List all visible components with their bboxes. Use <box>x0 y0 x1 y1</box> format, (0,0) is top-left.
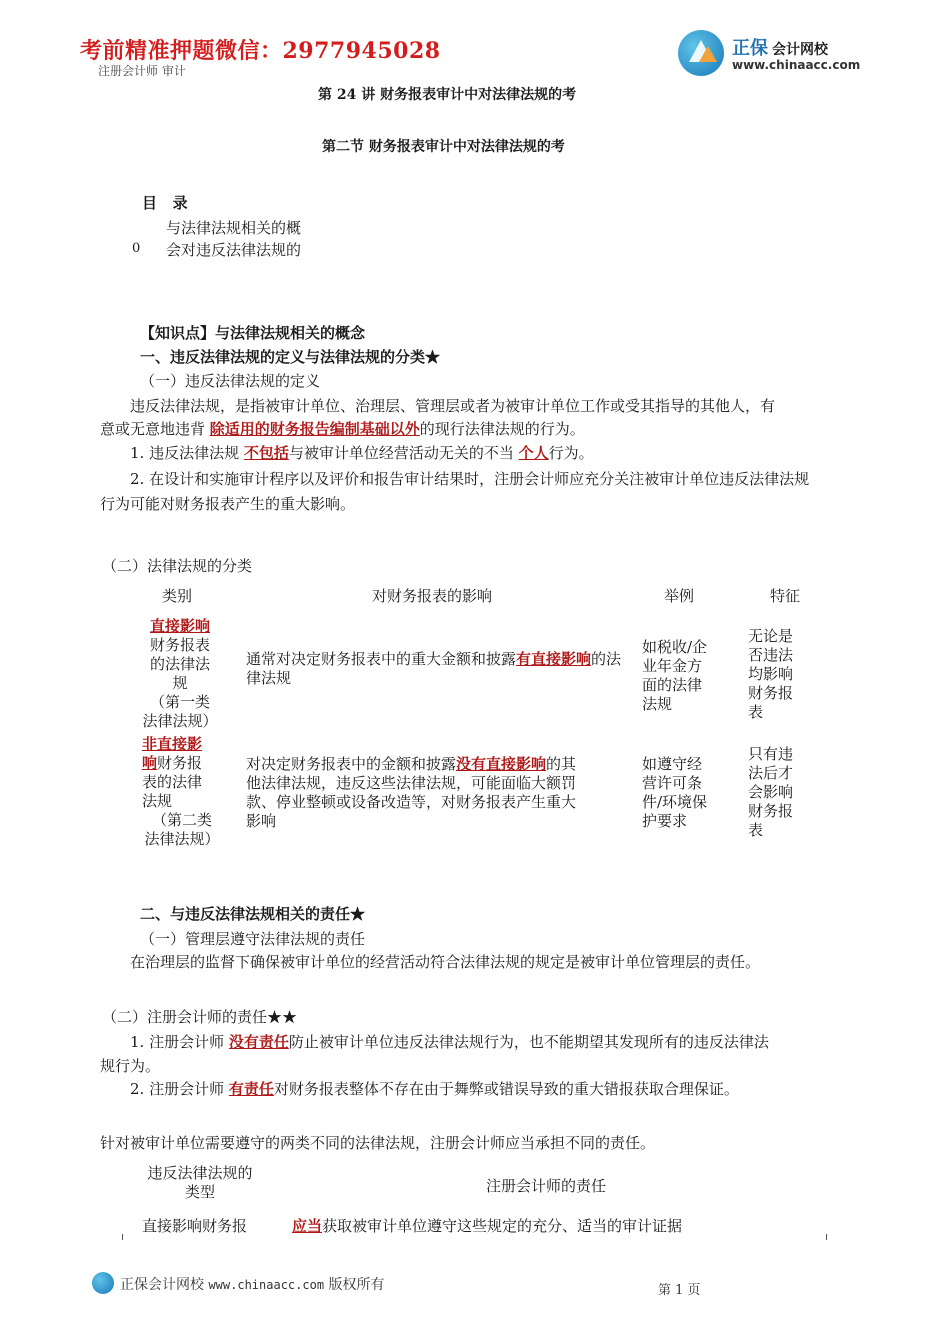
footer-copyright: 正保会计网校 www.chinaacc.com 版权所有 <box>120 1277 385 1293</box>
section-title: 第二节 财务报表审计中对法律法规的考 <box>322 139 565 155</box>
table2-border-mark-left <box>122 1234 123 1240</box>
highlight-has-responsibility: 有责任 <box>228 1080 274 1098</box>
toc-item-1[interactable]: 与法律法规相关的概 <box>166 219 302 237</box>
definition-line-2: 意或无意地违背 除适用的财务报告编制基础以外的现行法律法规的行为。 <box>100 420 585 438</box>
definition-line-1: 违反法律法规，是指被审计单位、治理层、管理层或者为被审计单位工作或受其指导的其他人，有 <box>130 397 776 415</box>
highlight-should: 应当 <box>292 1217 323 1235</box>
table1-header-category: 类别 <box>162 587 193 605</box>
highlight-not-include: 不包括 <box>243 444 289 462</box>
table2-border-mark-right <box>826 1234 827 1240</box>
promo-wechat-text: 考前精准押题微信：2977945028 <box>80 38 441 64</box>
auditor-point-1-line-2: 规行为。 <box>100 1057 161 1075</box>
responsibility-sub1-text: 在治理层的监督下确保被审计单位的经营活动符合法律法规的规定是被审计单位管理层的责任。 <box>130 953 761 971</box>
table1-row2-feature: 只有违 法后才 会影响 财务报 表 <box>748 745 794 839</box>
highlight-direct-impact: 有直接影响 <box>516 650 592 668</box>
logo-url: www.chinaacc.com <box>732 58 861 72</box>
highlight-excluding-framework: 除适用的财务报告编制基础以外 <box>209 420 420 438</box>
chinaacc-logo <box>678 28 868 80</box>
auditor-point-3: 针对被审计单位需要遵守的两类不同的法律法规，注册会计师应当承担不同的责任。 <box>100 1134 656 1152</box>
table1-header-example: 举例 <box>664 587 695 605</box>
footer-page-number: 第 1 页 <box>658 1283 701 1298</box>
logo-title: 正保 会计网校 <box>732 38 828 59</box>
table1-row1-impact: 通常对决定财务报表中的重大金额和披露有直接影响的法律法规 <box>246 650 622 687</box>
logo-emblem-icon <box>678 30 724 76</box>
knowledge-heading: 【知识点】与法律法规相关的概念 <box>140 324 366 342</box>
toc-heading: 目 录 <box>142 194 188 212</box>
highlight-no-direct-impact: 没有直接影响 <box>456 755 547 773</box>
auditor-point-1: 1. 注册会计师 没有责任防止被审计单位违反法律法规行为，也不能期望其发现所有的违反法律法 <box>130 1033 769 1051</box>
table1-header-impact: 对财务报表的影响 <box>372 587 493 605</box>
lecture-title: 第 24 讲 财务报表审计中对法律法规的考 <box>318 87 577 103</box>
point-2-line-1: 2. 在设计和实施审计程序以及评价和报告审计结果时，注册会计师应充分关注被审计单位违反法律法规 <box>130 470 810 488</box>
table2-row1-responsibility: 应当获取被审计单位遵守这些规定的充分、适当的审计证据 <box>292 1217 683 1235</box>
table1-row1-feature: 无论是 否违法 均影响 财务报 表 <box>748 627 794 721</box>
table1-row1-example: 如税收/企 业年金方 面的法律 法规 <box>642 638 708 713</box>
table2-row1-type: 直接影响财务报 <box>142 1217 248 1235</box>
table2-header-type: 违反法律法规的 类型 <box>147 1164 253 1201</box>
point-1: 1. 违反法律法规 不包括与被审计单位经营活动无关的不当 个人行为。 <box>130 444 594 462</box>
responsibility-sub2-title: （二）注册会计师的责任★★ <box>102 1008 298 1026</box>
footer-logo-icon <box>92 1272 114 1294</box>
table1-row2-example: 如遵守经 营许可条 件/环境保 护要求 <box>642 755 708 830</box>
auditor-point-2: 2. 注册会计师 有责任对财务报表整体不存在由于舞弊或错误导致的重大错报获取合理保证。 <box>130 1080 739 1098</box>
section1-title: 一、违反法律法规的定义与法律法规的分类★ <box>140 348 441 366</box>
section2-title: 二、与违反法律法规相关的责任★ <box>140 905 366 923</box>
table1-row2-category: 非直接影 响财务报 表的法律 法规 （第二类 法律法规） <box>142 735 220 848</box>
subsection1-title: （一）违反法律法规的定义 <box>140 372 321 390</box>
highlight-personal: 个人 <box>518 444 549 462</box>
table1-row1-category: 直接影响 财务报表 的法律法 规 （第一类 法律法规） <box>142 617 218 730</box>
point-2-line-2: 行为可能对财务报表产生的重大影响。 <box>100 495 356 513</box>
toc-index-mark: 0 <box>132 241 141 256</box>
highlight-no-responsibility: 没有责任 <box>228 1033 289 1051</box>
table2-header-responsibility: 注册会计师的责任 <box>486 1177 607 1195</box>
responsibility-sub1-title: （一）管理层遵守法律法规的责任 <box>140 930 366 948</box>
subsection2-title: （二）法律法规的分类 <box>102 557 253 575</box>
corner-text: 注册会计师 审计 <box>98 64 186 78</box>
toc-item-2[interactable]: 会对违反法律法规的 <box>166 241 302 259</box>
table1-header-feature: 特征 <box>770 587 801 605</box>
table1-row2-impact: 对决定财务报表中的金额和披露没有直接影响的其 他法律法规，违反这些法律法规，可能面临大额罚 款、停业整顿或设备改造等，对财务报表产生重大 影响 <box>246 755 577 830</box>
